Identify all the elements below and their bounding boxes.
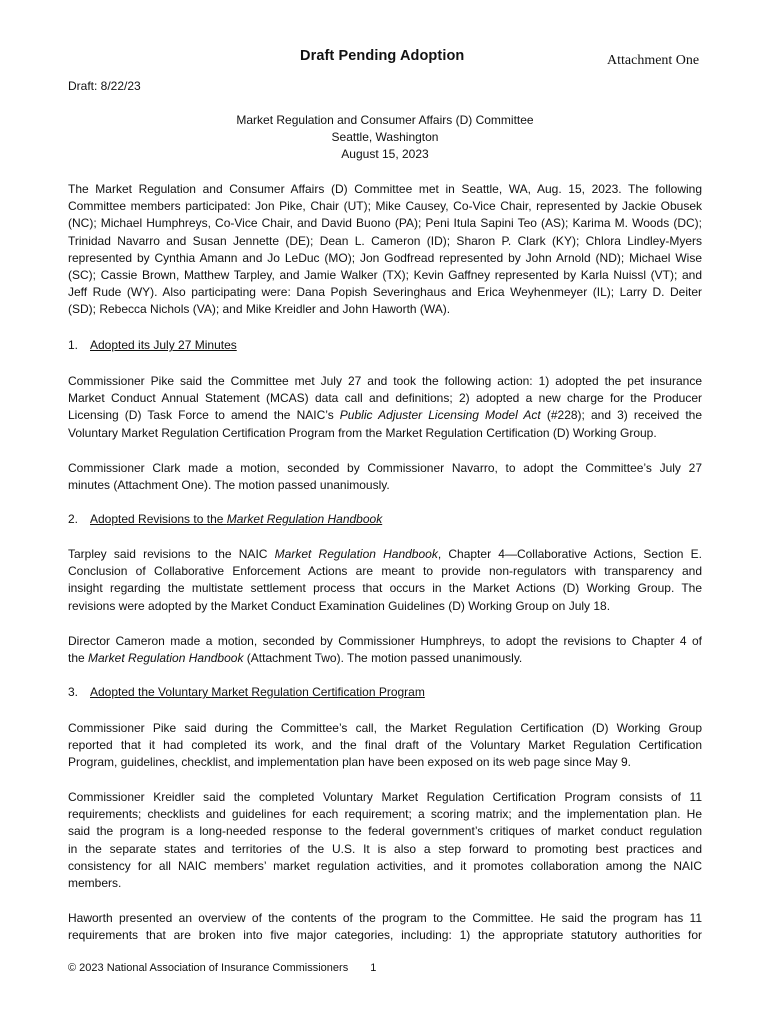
paragraph-line: Director Cameron made a motion, seconded by Commissioner Humphreys, to adopt the revisions to Chapter 4 of [68, 634, 702, 648]
paragraph-line: insight regarding the multistate settlement process that occurs in the Market Actions (D) Working Group. The [68, 581, 702, 596]
section-1-paragraph-2 [68, 460, 702, 494]
section-number: 1. [68, 338, 79, 352]
paragraph-line: the Market Regulation Handbook (Attachment Two). The motion passed unanimously. [68, 651, 523, 666]
paragraph-line: Commissioner Clark made a motion, seconded by Commissioner Navarro, to adopt the Committee’s July 27 [68, 461, 702, 475]
paragraph-line: reported that it had completed its work, and the final draft of the Voluntary Market Regulation Certification [68, 738, 702, 753]
paragraph-line: Voluntary Market Regulation Certification Program from the Market Regulation Certification (D) Working Group. [68, 425, 657, 440]
paragraph-line: Commissioner Kreidler said the completed Voluntary Market Regulation Certification Program consists of 11 [68, 790, 702, 804]
copyright-notice: © 2023 National Association of Insurance Commissioners [68, 962, 349, 974]
intro-line: represented by Cynthia Amann and Jo LeDuc (MO); Jon Godfread represented by John Arnold (ND); Michael Wise [68, 250, 702, 265]
paragraph-line: Tarpley said revisions to the NAIC Market Regulation Handbook, Chapter 4—Collaborative Actions, Section E. [68, 547, 702, 561]
handbook-title: Market Regulation Handbook [274, 547, 438, 561]
page-title: Draft Pending Adoption [300, 48, 465, 64]
paragraph-line: Haworth presented an overview of the contents of the program to the Committee. He said the program has 11 [68, 911, 702, 925]
intro-paragraph [68, 181, 702, 319]
paragraph-line: Program, guidelines, checklist, and implementation plan have been exposed on its web page since May 9. [68, 755, 631, 770]
page-footer [68, 962, 376, 974]
section-title: Adopted Revisions to the Market Regulation Handbook [90, 512, 383, 526]
section-title: Adopted its July 27 Minutes [90, 338, 237, 352]
paragraph-line: requirements; checklists and guidelines for each requirement; a scoring matrix; and the implementation plan. He [68, 807, 702, 822]
paragraph-line: in the separate states and territories of the U.S. It is also a step forward to promoting best practices and [68, 841, 702, 856]
draft-date: Draft: 8/22/23 [68, 79, 141, 93]
intro-line: Jeff Rude (WY). Also participating were: Dana Popish Severinghaus and Erica Weyhenmeyer (IL); Larry D. Deiter [68, 285, 702, 300]
section-1-paragraph-1 [68, 373, 702, 442]
paragraph-line: Commissioner Pike said during the Committee’s call, the Market Regulation Certification (D) Working Group [68, 721, 702, 735]
section-3-paragraph-1 [68, 720, 702, 772]
section-number: 2. [68, 512, 79, 526]
section-title: Adopted the Voluntary Market Regulation Certification Program [90, 685, 425, 699]
section-number: 3. [68, 685, 79, 699]
section-2-heading [68, 512, 382, 526]
section-1-heading [68, 338, 237, 352]
page-number: 1 [370, 962, 377, 974]
paragraph-line: Market Conduct Annual Statement (MCAS) data call and definitions; 2) adopted a new charge for the Producer [68, 391, 702, 406]
meeting-date: August 15, 2023 [341, 147, 429, 161]
intro-line: (NC); Michael Humphreys, Co-Vice Chair, and David Buono (PA); Peni Itula Sapini Teo (AS); Karima M. Woods (DC); [68, 216, 702, 231]
intro-line: (SD); Rebecca Nichols (VA); and Mike Kreidler and John Haworth (WA). [68, 302, 451, 317]
model-act-title: Public Adjuster Licensing Model Act [339, 408, 541, 423]
section-3-heading [68, 685, 425, 699]
committee-name: Market Regulation and Consumer Affairs (D) Committee [236, 113, 534, 127]
section-2-paragraph-1 [68, 546, 702, 615]
paragraph-line: Conclusion of Collaborative Enforcement Actions are meant to provide non-regulators with transparency and [68, 564, 702, 579]
section-3-paragraph-2 [68, 789, 702, 892]
paragraph-line: minutes (Attachment One). The motion passed unanimously. [68, 478, 390, 493]
attachment-label: Attachment One [607, 53, 700, 68]
meeting-location: Seattle, Washington [331, 130, 439, 144]
section-2-paragraph-2 [68, 633, 702, 667]
intro-line: (SC); Cassie Brown, Matthew Tarpley, and Jamie Walker (TX); Kevin Gaffney represented by Karla Nuissl (VT); and [68, 268, 702, 283]
intro-line: Trinidad Navarro and Susan Jennette (DE); Dean L. Cameron (ID); Sharon P. Clark (KY); Chlora Lindley-Myers [68, 233, 702, 248]
handbook-title: Market Regulation Handbook [88, 651, 244, 666]
paragraph-line: said the program is a long-needed response to the federal government’s critiques of market conduct regulation [68, 824, 702, 839]
intro-line: Committee members participated: Jon Pike, Chair (UT); Mike Causey, Co-Vice Chair, represented by Jackie Obusek [68, 199, 702, 214]
paragraph-line: Licensing (D) Task Force to amend the NAIC’s Public Adjuster Licensing Model Act (#228); and 3) received the [68, 408, 703, 423]
section-3-paragraph-3 [68, 910, 702, 944]
paragraph-line: members. [68, 876, 122, 891]
paragraph-line: requirements that are broken into five major categories, including: 1) the appropriate statutory authorities for [68, 928, 702, 943]
intro-line: The Market Regulation and Consumer Affairs (D) Committee met in Seattle, WA, Aug. 15, 2023. The following [68, 182, 702, 196]
paragraph-line: consistency for all NAIC members’ market regulation activities, and it promotes collaboration among the NAIC [68, 858, 702, 873]
paragraph-line: Commissioner Pike said the Committee met July 27 and took the following action: 1) adopted the pet insurance [68, 374, 702, 388]
paragraph-line: revisions were adopted by the Market Conduct Examination Guidelines (D) Working Group on July 18. [68, 598, 611, 613]
